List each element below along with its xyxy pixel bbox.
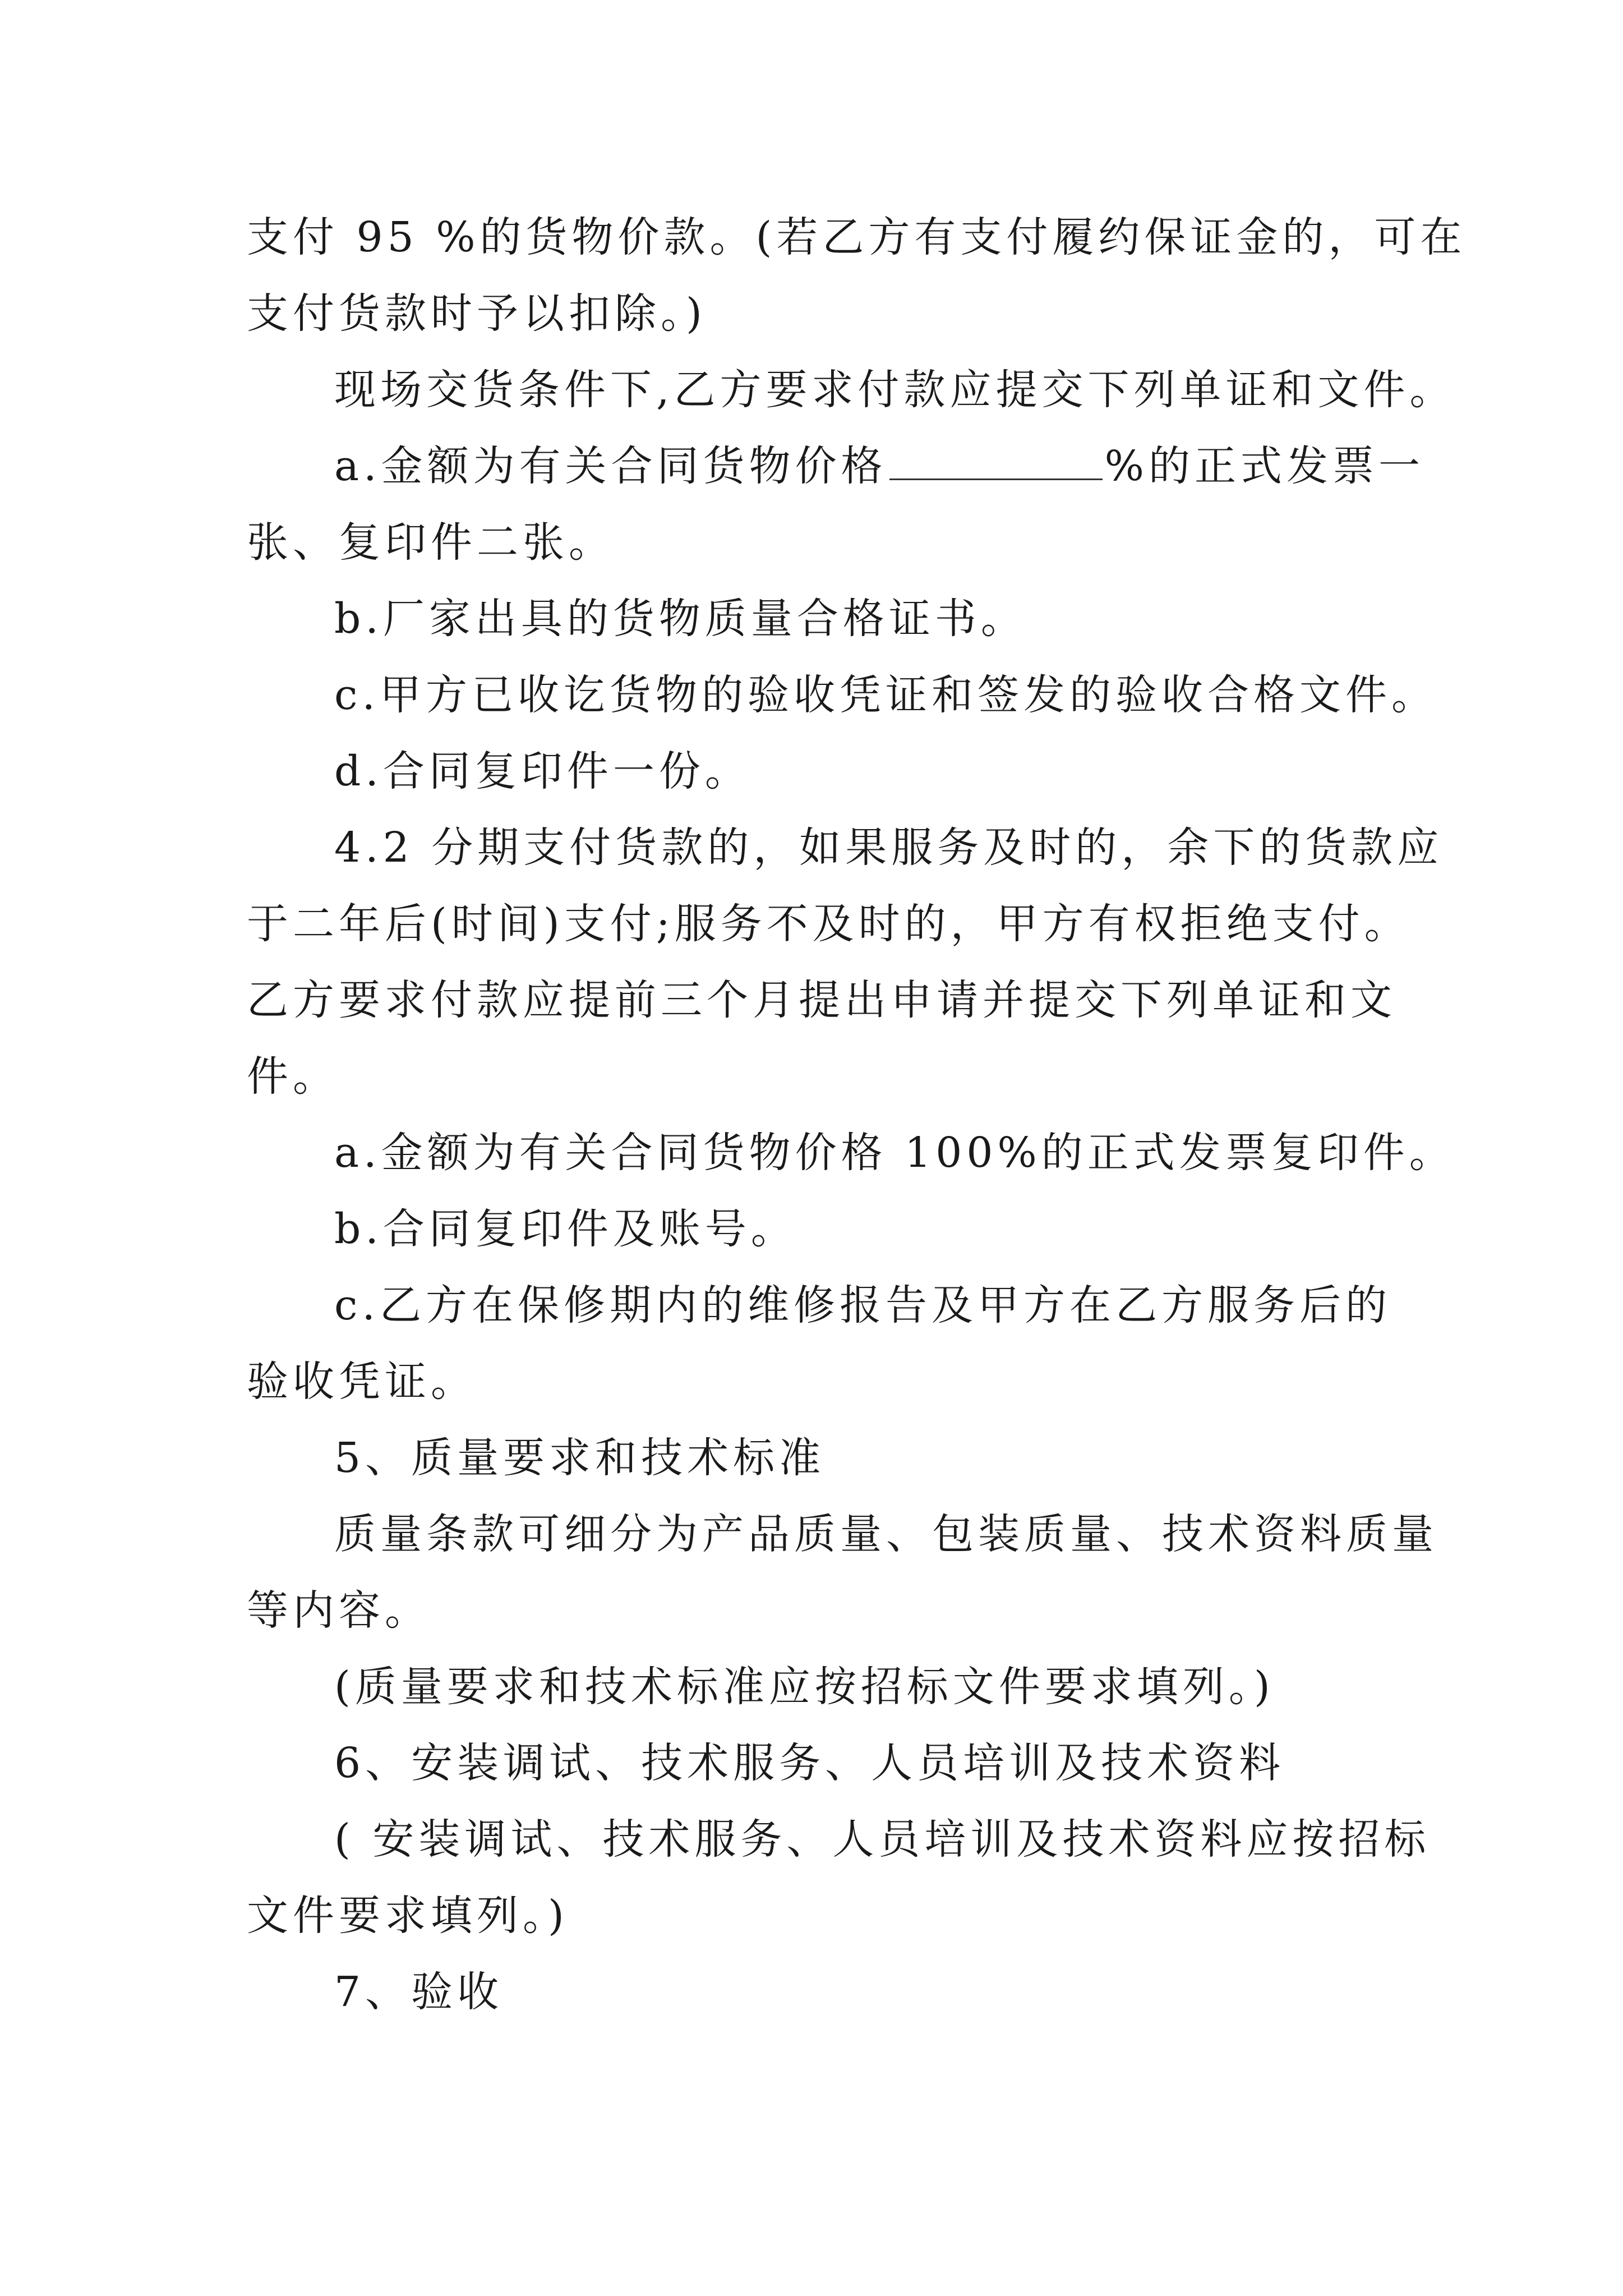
document-body [247,199,1467,2030]
fill-in-blank [889,444,1103,480]
text-line: d.合同复印件一份。 [334,747,751,795]
text-line: (质量要求和技术标准应按招标文件要求填列。) [334,1663,1275,1711]
text-line: 件。 [247,1052,339,1101]
text-line: 于二年后(时间)支付;服务不及时的，甲方有权拒绝支付。 [247,900,1410,948]
section-heading: 6、安装调试、技术服务、人员培训及技术资料 [334,1739,1285,1787]
text-segment: a.金额为有关合同货物价格 [334,442,887,490]
text-line: a.金额为有关合同货物价格 100%的正式发票复印件。 [334,1129,1455,1177]
text-line: 支付 95 %的货物价款。(若乙方有支付履约保证金的，可在 [247,213,1467,261]
text-line: 4.2 分期支付货款的，如果服务及时的，余下的货款应 [334,823,1444,872]
section-heading: 7、验收 [334,1968,504,2016]
text-line: 验收凭证。 [247,1358,477,1406]
text-line: c.甲方已收讫货物的验收凭证和签发的验收合格文件。 [334,671,1437,719]
text-line: 文件要求填列。) [247,1892,569,1940]
text-segment: %的正式发票一 [1104,442,1424,490]
text-line: ( 安装调试、技术服务、人员培训及技术资料应按招标 [334,1815,1431,1864]
text-line: 现场交货条件下,乙方要求付款应提交下列单证和文件。 [334,366,1456,414]
text-line: 支付货款时予以扣除。) [247,289,707,338]
text-line: c.乙方在保修期内的维修报告及甲方在乙方服务后的 [334,1281,1391,1329]
text-line: 张、复印件二张。 [247,518,615,567]
invoice-line [247,428,1424,504]
text-line: 等内容。 [247,1586,431,1635]
text-line: b.厂家出具的货物质量合格证书。 [334,595,1027,643]
text-line: b.合同复印件及账号。 [334,1205,797,1253]
text-line: 质量条款可细分为产品质量、包装质量、技术资料质量 [334,1510,1438,1558]
text-line: 乙方要求付款应提前三个月提出申请并提交下列单证和文 [247,976,1396,1024]
section-heading: 5、质量要求和技术标准 [334,1434,826,1482]
